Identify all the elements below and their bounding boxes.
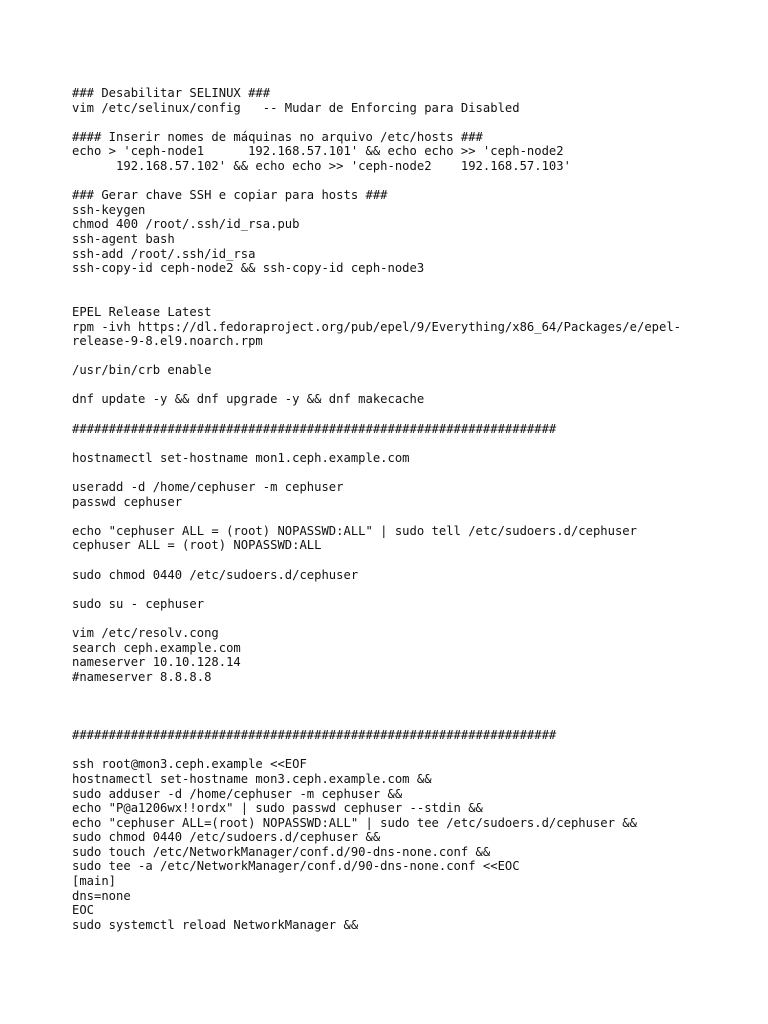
blank-line — [72, 743, 712, 758]
text-line: hostnamectl set-hostname mon3.ceph.example.com && — [72, 771, 432, 786]
blank-line — [72, 465, 712, 480]
text-line: rpm -ivh https://dl.fedoraproject.org/pub/epel/9/Everything/x86_64/Packages/e/epel- — [72, 319, 682, 334]
blank-line — [72, 714, 712, 729]
blank-line — [72, 407, 712, 422]
text-line: ssh-agent bash — [72, 231, 175, 246]
blank-line — [72, 174, 712, 189]
text-line: sudo chmod 0440 /etc/sudoers.d/cephuser — [72, 567, 359, 582]
text-line: ################################################################## — [72, 421, 557, 436]
text-line: ssh-keygen — [72, 202, 146, 217]
text-line: chmod 400 /root/.ssh/id_rsa.pub — [72, 217, 300, 232]
blank-line — [72, 290, 712, 305]
text-line: dnf update -y && dnf upgrade -y && dnf makecache — [72, 392, 425, 407]
text-line: echo "cephuser ALL = (root) NOPASSWD:ALL" | sudo tell /etc/sudoers.d/cephuser — [72, 523, 637, 538]
text-line: ssh-copy-id ceph-node2 && ssh-copy-id ceph-node3 — [72, 261, 425, 276]
text-line: ssh-add /root/.ssh/id_rsa — [72, 246, 256, 261]
text-line: EPEL Release Latest — [72, 304, 212, 319]
text-line: sudo su - cephuser — [72, 596, 205, 611]
text-line: echo "P@a1206wx!!ordx" | sudo passwd cephuser --stdin && — [72, 801, 483, 816]
blank-line — [72, 582, 712, 597]
blank-line — [72, 436, 712, 451]
blank-line — [72, 699, 712, 714]
text-line: search ceph.example.com — [72, 640, 241, 655]
text-line: dns=none — [72, 888, 131, 903]
text-line: ### Gerar chave SSH e copiar para hosts ### — [72, 188, 388, 203]
text-line: release-9-8.el9.noarch.rpm — [72, 334, 263, 349]
text-line: /usr/bin/crb enable — [72, 363, 212, 378]
text-line: #### Inserir nomes de máquinas no arquivo /etc/hosts ### — [72, 129, 483, 144]
document-body — [72, 86, 712, 932]
text-line: passwd cephuser — [72, 494, 183, 509]
text-line: sudo tee -a /etc/NetworkManager/conf.d/90-dns-none.conf <<EOC — [72, 859, 520, 874]
blank-line — [72, 349, 712, 364]
text-line: cephuser ALL = (root) NOPASSWD:ALL — [72, 538, 322, 553]
text-line: echo "cephuser ALL=(root) NOPASSWD:ALL" | sudo tee /etc/sudoers.d/cephuser && — [72, 815, 637, 830]
blank-line — [72, 684, 712, 699]
blank-line — [72, 378, 712, 393]
text-line: EOC — [72, 903, 95, 918]
text-line: [main] — [72, 874, 117, 889]
text-line: sudo touch /etc/NetworkManager/conf.d/90-dns-none.conf && — [72, 844, 491, 859]
text-line: ssh root@mon3.ceph.example <<EOF — [72, 757, 307, 772]
text-line: vim /etc/resolv.cong — [72, 625, 219, 640]
text-line: sudo chmod 0440 /etc/sudoers.d/cephuser && — [72, 830, 381, 845]
text-line: useradd -d /home/cephuser -m cephuser — [72, 480, 344, 495]
text-line: vim /etc/selinux/config -- Mudar de Enforcing para Disabled — [72, 100, 520, 115]
blank-line — [72, 553, 712, 568]
blank-line — [72, 611, 712, 626]
text-line: 192.168.57.102' && echo echo >> 'ceph-node2 192.168.57.103' — [72, 158, 571, 173]
text-line: nameserver 10.10.128.14 — [72, 655, 241, 670]
text-line: sudo systemctl reload NetworkManager && — [72, 917, 359, 932]
blank-line — [72, 276, 712, 291]
text-line: ### Desabilitar SELINUX ### — [72, 86, 271, 100]
blank-line — [72, 115, 712, 130]
text-line: echo > 'ceph-node1 192.168.57.101' && echo echo >> 'ceph-node2 — [72, 144, 564, 159]
text-line: #nameserver 8.8.8.8 — [72, 669, 212, 684]
text-line: sudo adduser -d /home/cephuser -m cephuser && — [72, 786, 403, 801]
blank-line — [72, 509, 712, 524]
text-line: hostnamectl set-hostname mon1.ceph.example.com — [72, 450, 410, 465]
text-line: ################################################################## — [72, 728, 557, 743]
